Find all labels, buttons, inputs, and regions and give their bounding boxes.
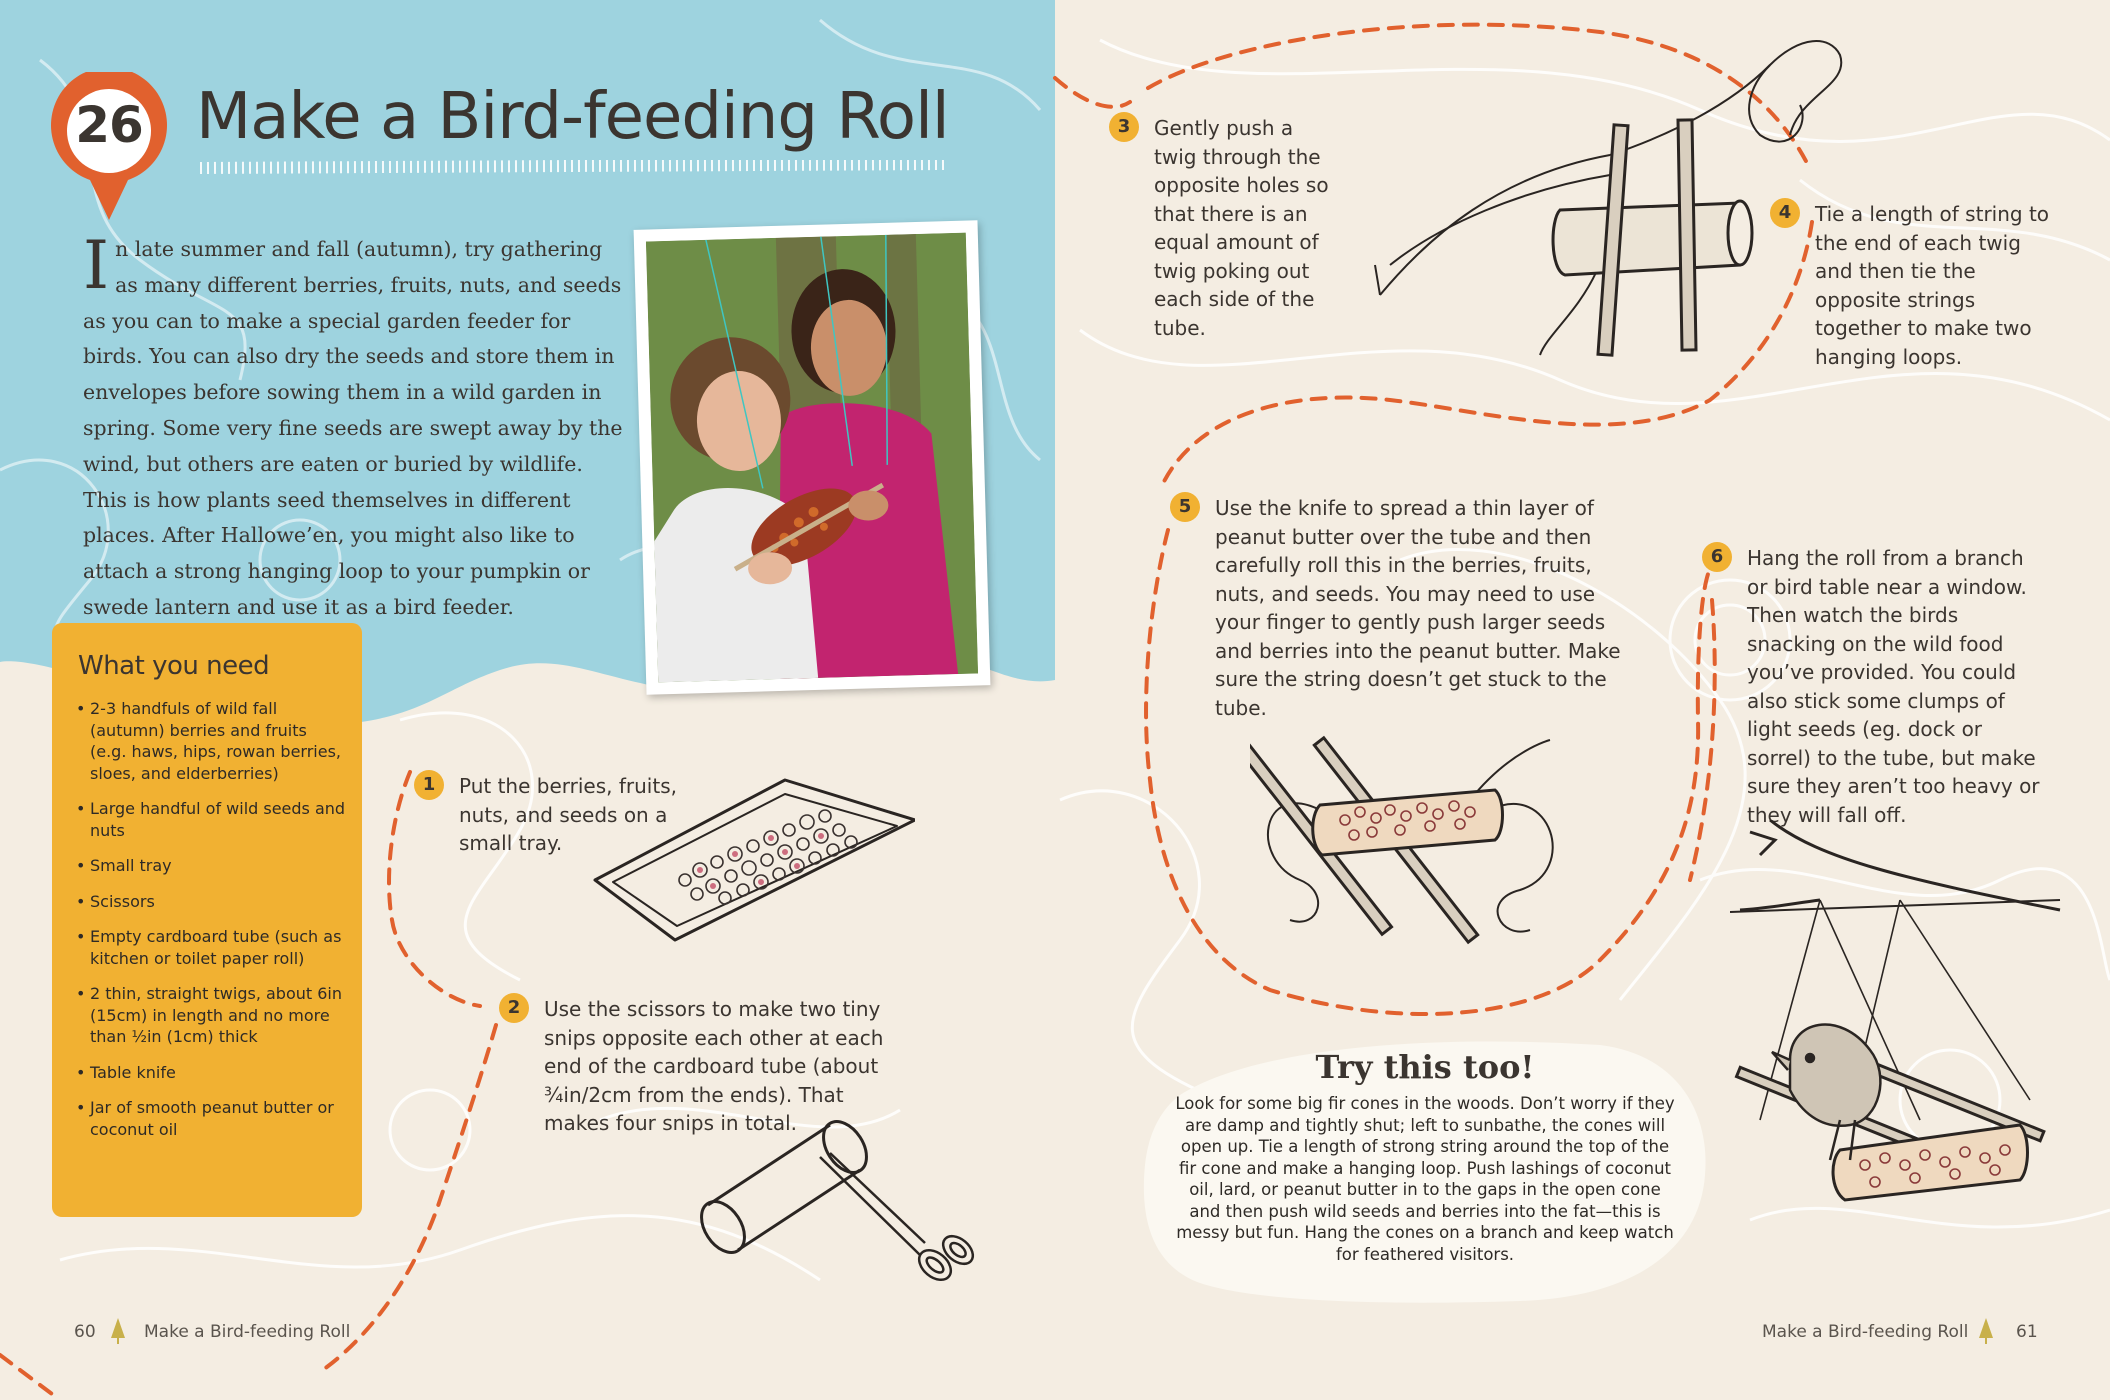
supply-item: • Large handful of wild seeds and nuts <box>76 798 346 841</box>
supply-item: • Table knife <box>76 1062 346 1084</box>
footer-title-left: Make a Bird-feeding Roll <box>144 1322 351 1342</box>
try-this-too-text: Look for some big fir cones in the woods. Don’t worry if they are damp and tightly shut; left to sunbathe, the cones will open up. Tie a length of strong string around the top of the fir cone and make a hanging loop. Push lashings of coconut oil, lard, or peanut butter in to the gaps in the open cone and then push wild seeds and berries into the fat—this is messy but fun. Hang the cones on a branch and keep watch for feathered visitors. <box>1175 1094 1675 1264</box>
supply-item: • 2-3 handfuls of wild fall (autumn) berries and fruits (e.g. haws, hips, rowan berries, sloes, and elderberries) <box>76 698 346 784</box>
try-this-too-title: Try this too! <box>1315 1048 1535 1086</box>
step-3-number: 3 <box>1109 112 1139 142</box>
footer-title-right: Make a Bird-feeding Roll <box>1762 1322 1969 1342</box>
step-3-text: Gently push a twig through the opposite holes so that there is an equal amount of twig poking out each side of the tube. <box>1154 116 1329 340</box>
supply-item: • Empty cardboard tube (such as kitchen or toilet paper roll) <box>76 926 346 969</box>
step-1-text: Put the berries, fruits, nuts, and seeds on a small tray. <box>459 774 677 855</box>
tray-of-berries-illustration <box>585 770 915 950</box>
tree-icon <box>110 1318 126 1344</box>
photo-girls-making-feeder <box>634 220 991 694</box>
step-6-number: 6 <box>1702 542 1732 572</box>
supply-item: • Jar of smooth peanut butter or coconut oil <box>76 1097 346 1140</box>
hanging-bird-feeder-illustration <box>1730 820 2070 1250</box>
supply-item: • Small tray <box>76 855 346 877</box>
supplies-list <box>76 698 346 1154</box>
title-underline-decoration <box>200 160 945 180</box>
step-2-text: Use the scissors to make two tiny snips opposite each other at each end of the cardboard tube (about ¾in/2cm from the ends). That makes four snips in total. <box>544 997 884 1135</box>
drop-cap: I <box>83 227 110 304</box>
step-4-number: 4 <box>1770 198 1800 228</box>
step-5-number: 5 <box>1170 492 1200 522</box>
recipe-number: 26 <box>75 96 143 154</box>
what-you-need-panel <box>52 623 362 1217</box>
footer-page-number-right: 61 <box>2016 1322 2038 1342</box>
footer-page-number-left: 60 <box>74 1322 96 1342</box>
page-title: Make a Bird-feeding Roll <box>196 80 949 154</box>
tube-and-scissors-illustration <box>690 1085 980 1305</box>
what-you-need-title: What you need <box>78 651 270 681</box>
intro-text: n late summer and fall (autumn), try gathering as many different berries, fruits, nuts, and seeds as you can to make a special garden feeder for birds. You can also dry the seeds and store them in envelopes before sowing them in a wild garden in spring. Some very fine seeds are swept away by the wind, but others are eaten or buried by wildlife. This is how plants seed themselves in different places. After Hallowe’en, you might also like to attach a strong hanging loop to your pumpkin or swede lantern and use it as a bird feeder. <box>83 237 623 619</box>
supply-item: • 2 thin, straight twigs, about 6in (15cm) in length and no more than ½in (1cm) thick <box>76 983 346 1048</box>
tree-icon <box>1978 1318 1994 1344</box>
step-4-text: Tie a length of string to the end of each twig and then tie the opposite strings together to make two hanging loops. <box>1815 202 2050 369</box>
step-6-text: Hang the roll from a branch or bird table near a window. Then watch the birds snacking on the wild food you’ve provided. You could also stick some clumps of light seeds (eg. dock or sorrel) to the tube, but make sure they aren’t too heavy or they will fall off. <box>1747 546 2040 827</box>
supply-item: • Scissors <box>76 891 346 913</box>
intro-paragraph <box>83 227 628 626</box>
step-5-text: Use the knife to spread a thin layer of peanut butter over the tube and then carefully roll this in the berries, fruits, nuts, and seeds. You may need to use your finger to gently push larger seeds and berries into the peanut butter. Make sure the string doesn’t get stuck to the tube. <box>1215 496 1621 720</box>
step-2-number: 2 <box>499 993 529 1023</box>
berry-covered-tube-illustration <box>1250 720 1580 960</box>
step-1-number: 1 <box>414 770 444 800</box>
